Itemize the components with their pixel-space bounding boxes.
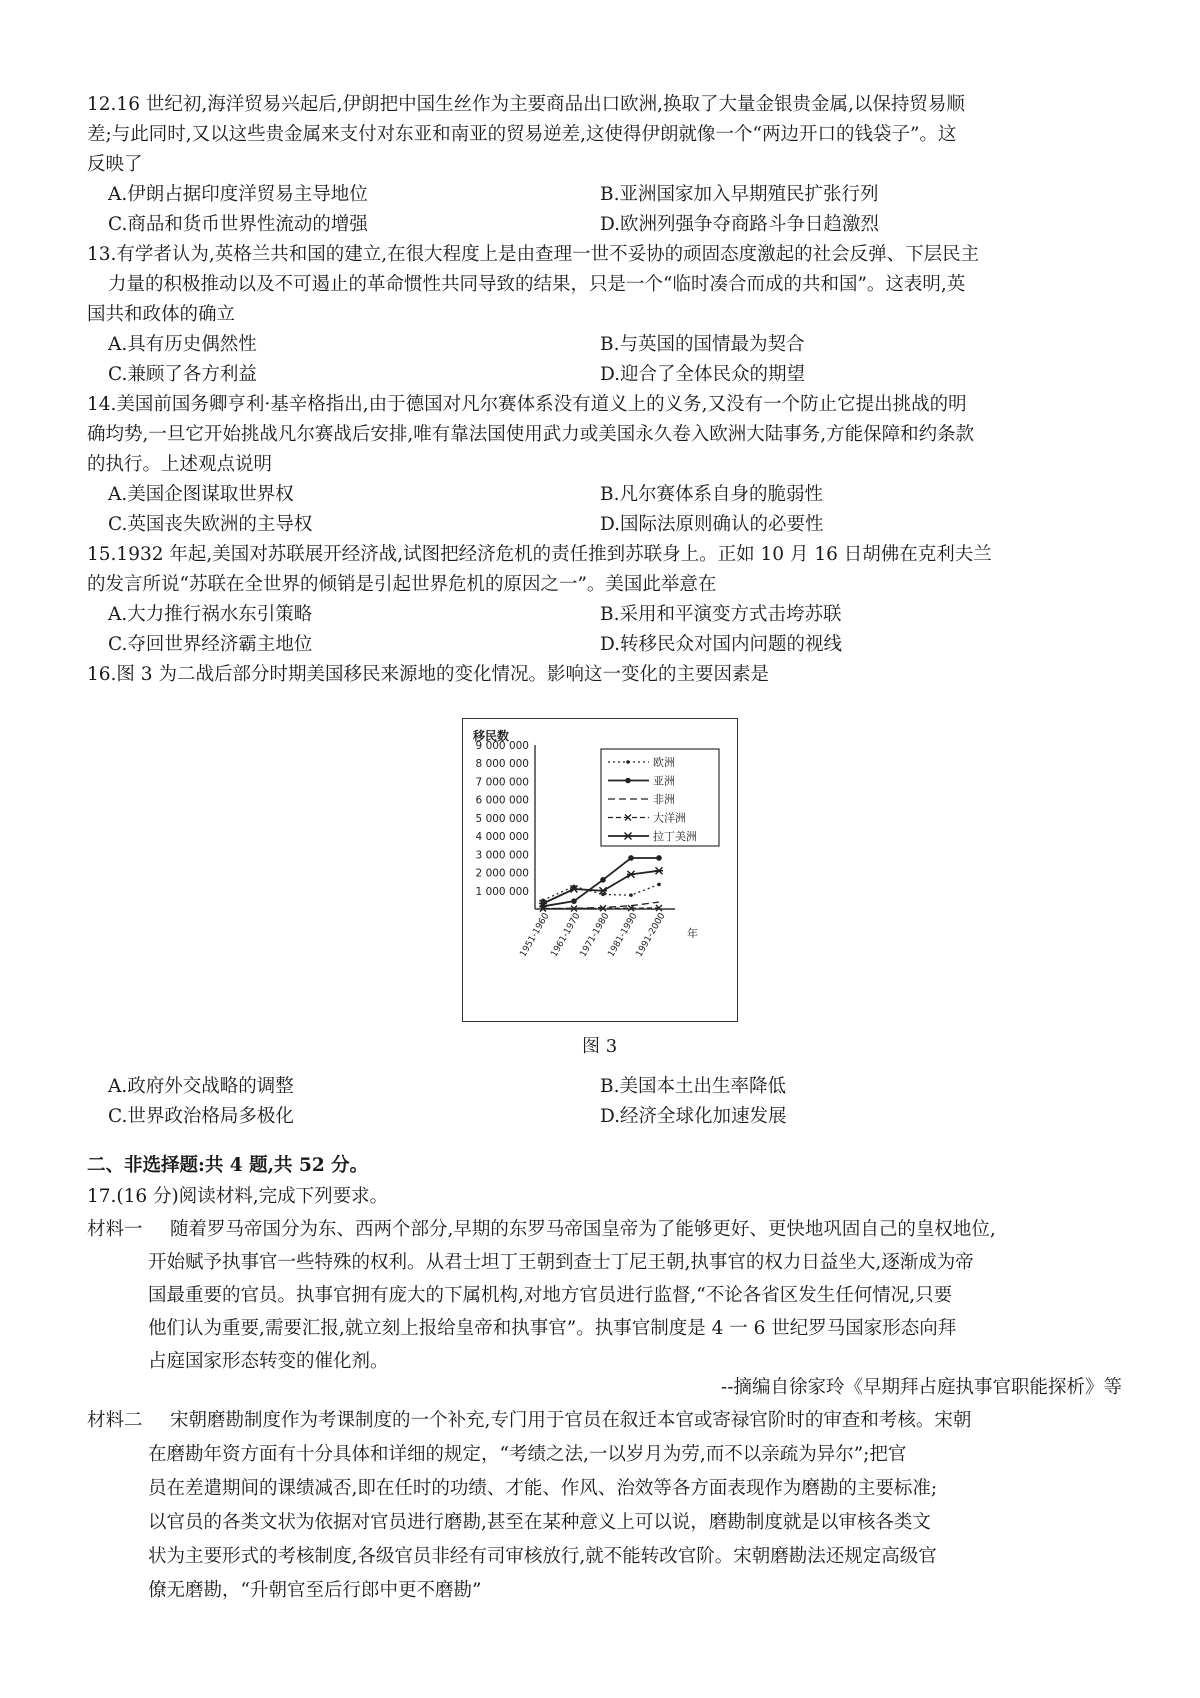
q16-option-c[interactable]: C.世界政治格局多极化: [108, 1106, 294, 1127]
material-2-line: 宋朝磨勘制度作为考课制度的一个补充,专门用于官员在叙迁本官或寄禄官阶时的审查和考核。宋朝: [170, 1410, 972, 1431]
q15-option-c[interactable]: C.夺回世界经济霸主地位: [108, 634, 313, 655]
q13-stem-line: 力量的积极推动以及不可遏止的革命惯性共同导致的结果，只是一个“临时凑合而成的共和国”。这表明,英: [108, 274, 966, 295]
q12-stem-line: 12.16 世纪初,海洋贸易兴起后,伊朗把中国生丝作为主要商品出口欧洲,换取了大量金银贵金属,以保持贸易顺: [87, 94, 965, 115]
q14-option-a[interactable]: A.美国企图谋取世界权: [108, 484, 294, 505]
q15-option-b[interactable]: B.采用和平演变方式击垮苏联: [600, 604, 842, 625]
y-tick-label: 5 000 000: [475, 812, 529, 825]
x-tick-labels: [518, 911, 667, 959]
q15-option-d[interactable]: D.转移民众对国内问题的视线: [600, 634, 843, 655]
chart-series: [539, 855, 663, 911]
series-line-2: [543, 858, 659, 906]
q13-option-c[interactable]: C.兼顾了各方利益: [108, 364, 257, 385]
data-point: [629, 893, 633, 897]
q13-option-b[interactable]: B.与英国的国情最为契合: [600, 334, 805, 355]
chart-legend: [601, 749, 719, 846]
section-2-title: 二、非选择题:共 4 题,共 52 分。: [87, 1155, 369, 1176]
material-2-line: 以官员的各类文状为依据对官员进行磨勘,甚至在某种意义上可以说，磨勘制度就是以审核各类文: [148, 1512, 931, 1533]
q15-stem-line: 15.1932 年起,美国对苏联展开经济战,试图把经济危机的责任推到苏联身上。正如 10 月 16 日胡佛在克利夫兰: [87, 544, 992, 565]
q12-option-a[interactable]: A.伊朗占据印度洋贸易主导地位: [108, 184, 368, 205]
q12-stem-line: 反映了: [87, 154, 143, 175]
data-point: [625, 778, 631, 784]
q14-stem-line: 的执行。上述观点说明: [87, 454, 273, 475]
figure-3-frame: [462, 718, 738, 1022]
q15-stem-line: 的发言所说“苏联在全世界的倾销是引起世界危机的原因之一”。美国此举意在: [87, 574, 717, 595]
y-tick-label: 8 000 000: [475, 758, 529, 771]
x-axis-label: 年: [687, 927, 698, 940]
q13-option-d[interactable]: D.迎合了全体民众的期望: [600, 364, 806, 385]
data-point: [628, 855, 634, 861]
material-2-line: 僚无磨勘，“升朝官至后行郎中更不磨勘”: [148, 1580, 482, 1601]
material-1-line: 随着罗马帝国分为东、西两个部分,早期的东罗马帝国皇帝为了能够更好、更快地巩固自己的皇权地位,: [170, 1219, 996, 1240]
q16-stem-line: 16.图 3 为二战后部分时期美国移民来源地的变化情况。影响这一变化的主要因素是: [87, 664, 769, 685]
q15-option-a[interactable]: A.大力推行祸水东引策略: [108, 604, 313, 625]
material-1-line: 占庭国家形态转变的催化剂。: [148, 1351, 389, 1372]
legend-label: 亚洲: [653, 774, 675, 788]
q12-option-b[interactable]: B.亚洲国家加入早期殖民扩张行列: [600, 184, 879, 205]
y-tick-label: 7 000 000: [475, 776, 529, 789]
data-point: [656, 855, 662, 861]
y-tick-label: 1 000 000: [475, 885, 529, 898]
y-axis-label: 移民数: [473, 729, 510, 743]
figure-caption: 图 3: [582, 1036, 618, 1057]
q17-intro: 17.(16 分)阅读材料,完成下列要求。: [87, 1186, 389, 1207]
data-point: [600, 877, 606, 883]
series-line-4: [543, 908, 659, 909]
material-1-line: 国最重要的官员。执事官拥有庞大的下属机构,对地方官员进行监督,“不论各省区发生任何情况,只要: [148, 1285, 953, 1306]
y-tick-label: 6 000 000: [475, 794, 529, 807]
q12-option-d[interactable]: D.欧洲列强争夺商路斗争日趋激烈: [600, 214, 880, 235]
material-1-line: 他们认为重要,需要汇报,就立刻上报给皇帝和执事官”。执事官制度是 4 一 6 世纪罗马国家形态向拜: [148, 1318, 957, 1339]
data-point: [626, 760, 630, 764]
data-point: [657, 883, 661, 887]
immigration-line-chart: [463, 719, 736, 1020]
q14-option-b[interactable]: B.凡尔赛体系自身的脆弱性: [600, 484, 823, 505]
y-tick-label: 9 000 000: [475, 740, 529, 752]
x-tick-label: 1971-1980: [578, 911, 612, 959]
legend-label: 非洲: [653, 793, 675, 806]
q12-stem-line: 差;与此同时,又以这些贵金属来支付对东亚和南亚的贸易逆差,这使得伊朗就像一个“两边开口的钱袋子”。这: [87, 124, 957, 145]
x-tick-label: 1991-2000: [634, 911, 668, 959]
q14-stem-line: 确均势,一旦它开始挑战凡尔赛战后安排,唯有靠法国使用武力或美国永久卷入欧洲大陆事务,方能保障和约条款: [87, 424, 975, 445]
q16-option-a[interactable]: A.政府外交战略的调整: [108, 1076, 294, 1097]
material-1-source: --摘编自徐家玲《早期拜占庭执事官职能探析》等: [720, 1377, 1122, 1398]
material-2-line: 员在差遣期间的课绩减否,即在任时的功绩、才能、作风、治效等各方面表现作为磨勘的主要标准;: [148, 1478, 938, 1499]
q14-stem-line: 14.美国前国务卿亨利·基辛格指出,由于德国对凡尔赛体系没有道义上的义务,又没有一个防止它提出挑战的明: [87, 394, 967, 415]
series-line-5: [543, 871, 659, 904]
q14-option-d[interactable]: D.国际法原则确认的必要性: [600, 514, 824, 535]
y-tick-label: 3 000 000: [475, 849, 529, 862]
q13-stem-line: 国共和政体的确立: [87, 304, 236, 325]
data-point: [627, 871, 635, 878]
data-point: [571, 898, 577, 904]
x-tick-label: 1981-1990: [606, 911, 640, 959]
q16-option-b[interactable]: B.美国本土出生率降低: [600, 1076, 786, 1097]
material-1-line: 开始赋予执事官一些特殊的权利。从君士坦丁王朝到查士丁尼王朝,执事官的权力日益坐大,逐渐成为帝: [148, 1252, 974, 1273]
material-2-line: 在磨勘年资方面有十分具体和详细的规定，“考绩之法,一以岁月为劳,而不以亲疏为异尔”;把官: [148, 1444, 907, 1465]
q12-option-c[interactable]: C.商品和货币世界性流动的增强: [108, 214, 368, 235]
y-tick-label: 4 000 000: [475, 831, 529, 844]
data-point: [655, 867, 663, 874]
x-tick-label: 1961-1970: [549, 911, 583, 959]
q14-option-c[interactable]: C.英国丧失欧洲的主导权: [108, 514, 313, 535]
q16-option-d[interactable]: D.经济全球化加速发展: [600, 1106, 787, 1127]
data-point: [601, 893, 605, 897]
legend-label: 大洋洲: [653, 811, 686, 825]
y-tick-label: 2 000 000: [475, 867, 529, 880]
legend-label: 欧洲: [653, 756, 675, 769]
material-1-label: 材料一: [87, 1219, 143, 1240]
y-tick-labels: [476, 740, 529, 898]
q13-stem-line: 13.有学者认为,英格兰共和国的建立,在很大程度上是由查理一世不妥协的顽固态度激起的社会反弹、下层民主: [87, 244, 980, 265]
material-2-line: 状为主要形式的考核制度,各级官员非经有司审核放行,就不能转改官阶。宋朝磨勘法还规定高级官: [148, 1546, 937, 1567]
x-tick-label: 1951-1960: [518, 911, 552, 959]
legend-label: 拉丁美洲: [653, 830, 697, 843]
material-2-label: 材料二: [87, 1410, 143, 1431]
q13-option-a[interactable]: A.具有历史偶然性: [108, 334, 257, 355]
